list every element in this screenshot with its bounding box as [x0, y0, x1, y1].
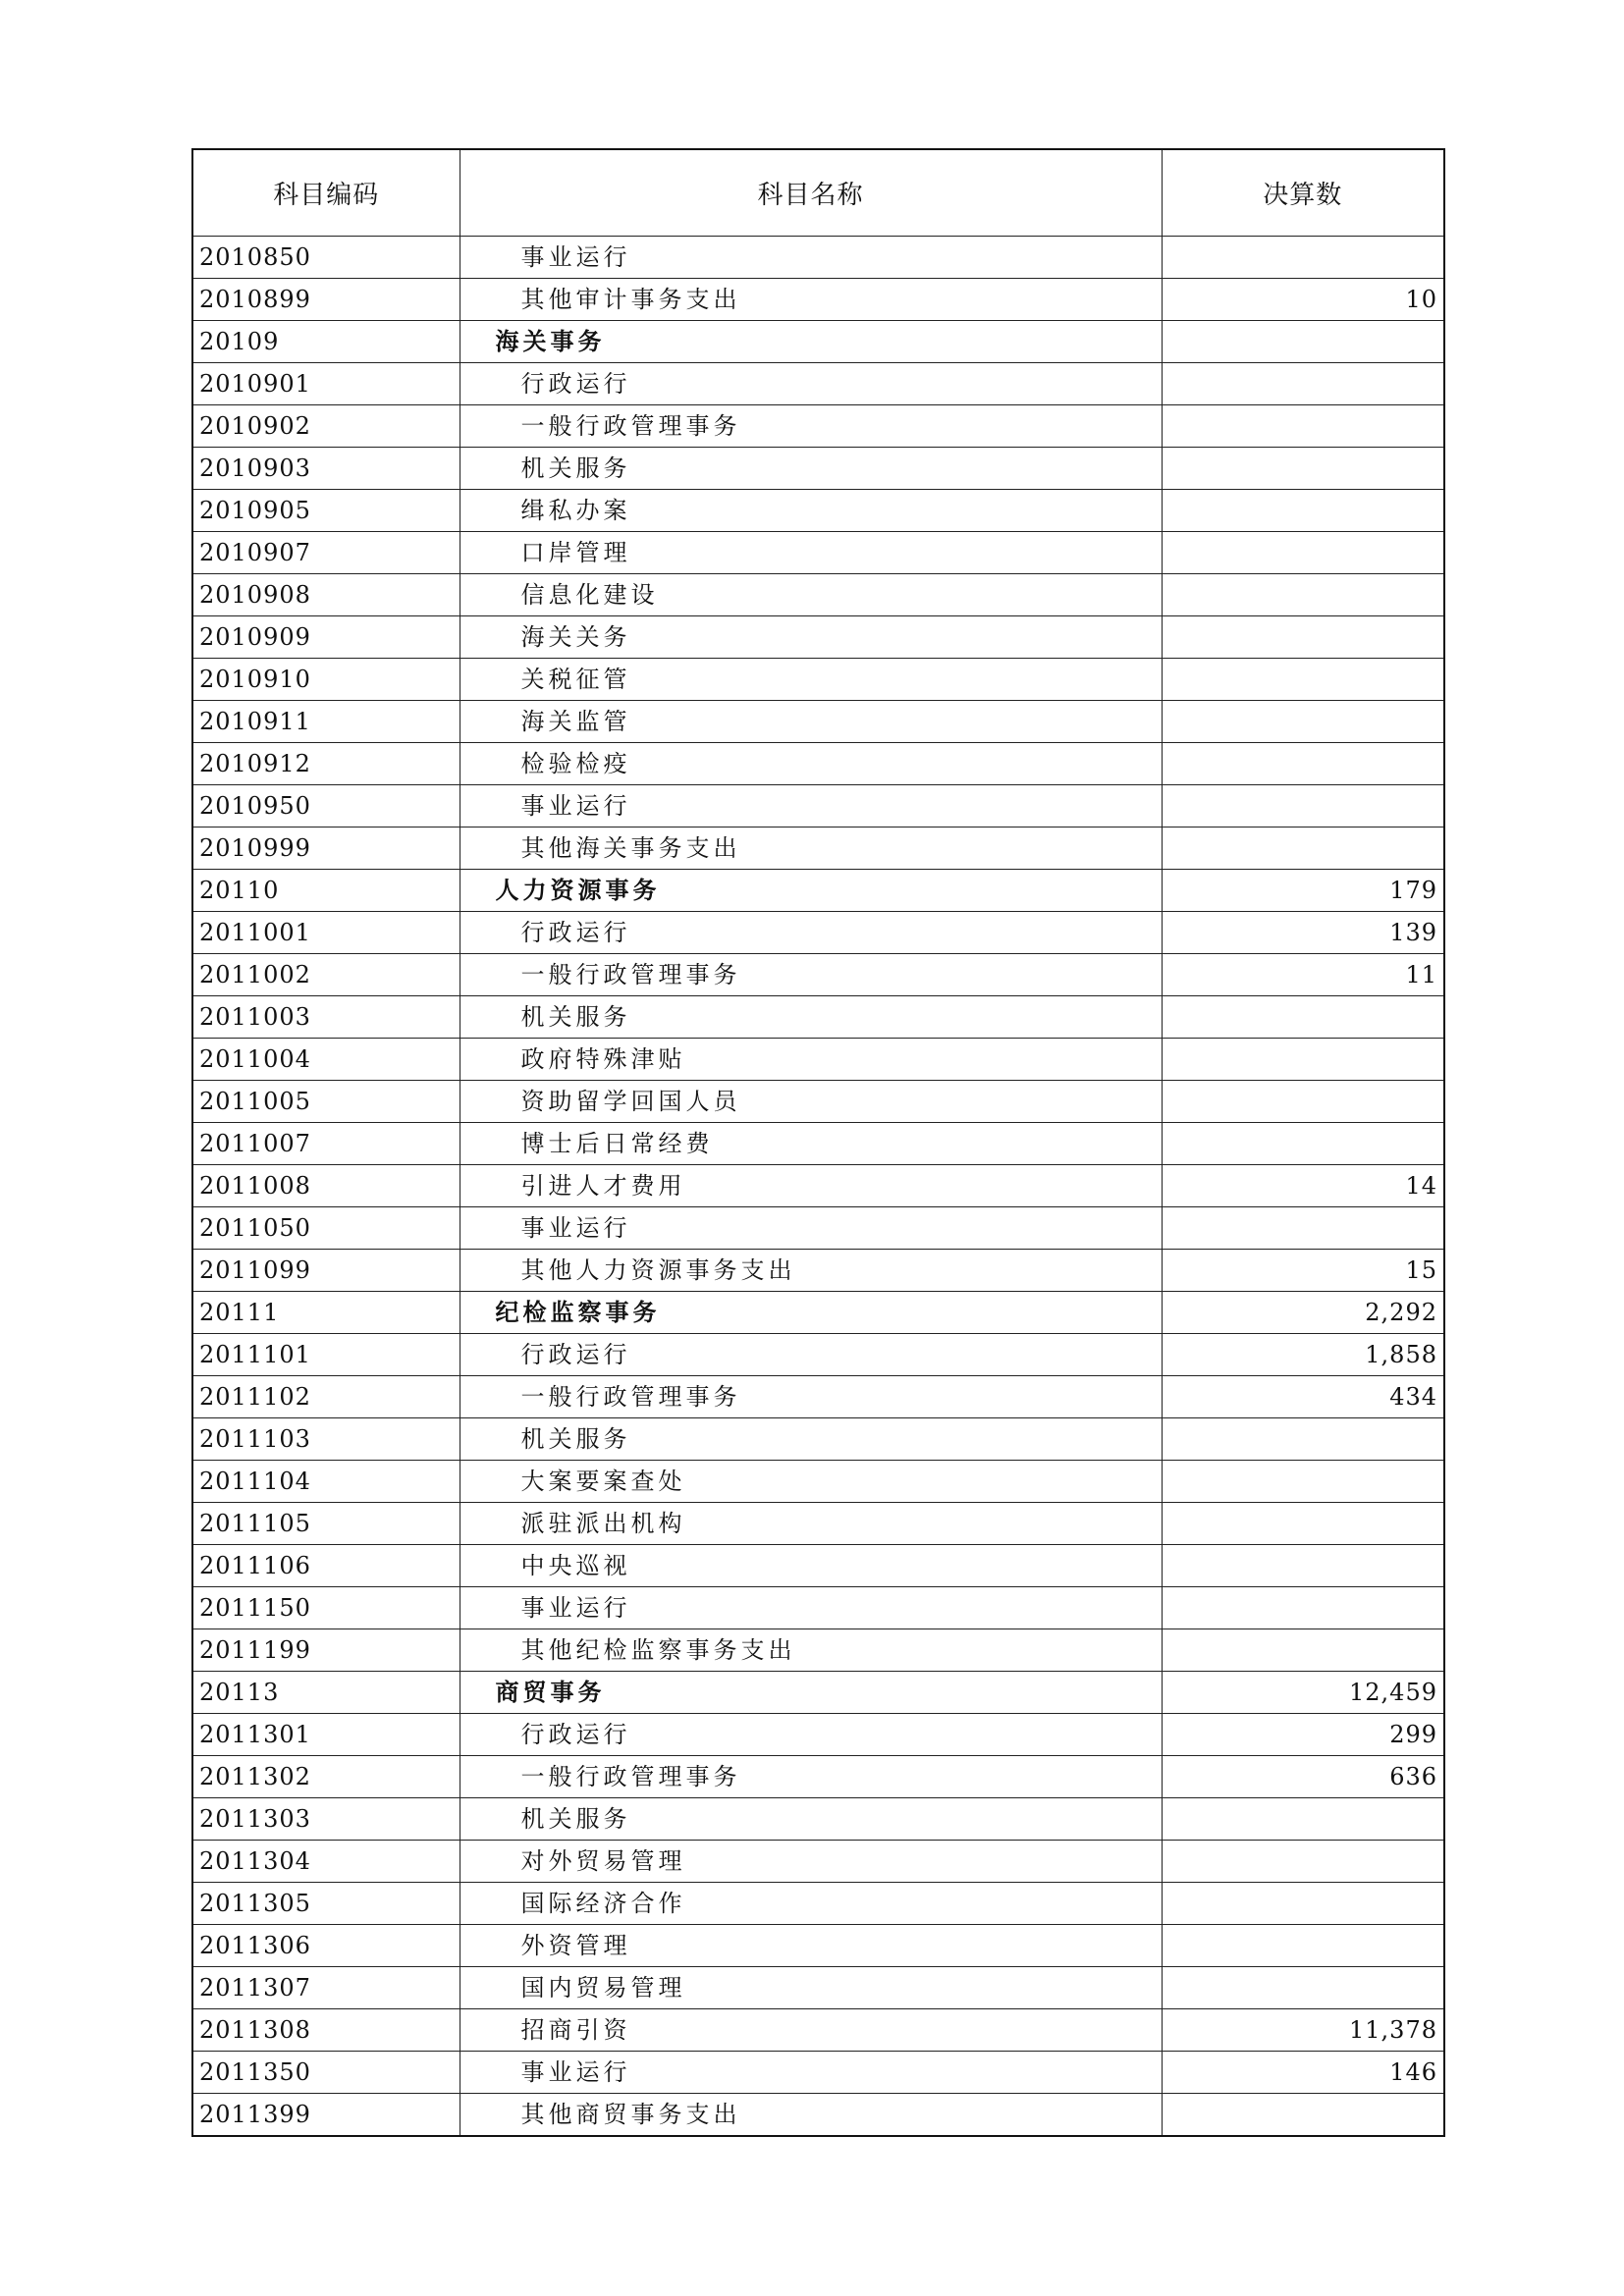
subject-code: 2011001 — [192, 912, 460, 954]
subject-name: 引进人才费用 — [460, 1165, 1162, 1207]
table-row — [192, 1883, 1444, 1925]
subject-code: 2011306 — [192, 1925, 460, 1967]
subject-name: 商贸事务 — [460, 1672, 1162, 1714]
table-row — [192, 1461, 1444, 1503]
subject-name: 缉私办案 — [460, 490, 1162, 532]
final-amount — [1162, 659, 1444, 701]
subject-name: 行政运行 — [460, 363, 1162, 405]
subject-name: 政府特殊津贴 — [460, 1039, 1162, 1081]
table-row — [192, 1629, 1444, 1672]
table-row — [192, 616, 1444, 659]
subject-code: 2011003 — [192, 996, 460, 1039]
subject-code: 2011350 — [192, 2052, 460, 2094]
final-amount — [1162, 574, 1444, 616]
subject-code: 2011105 — [192, 1503, 460, 1545]
subject-code: 20110 — [192, 870, 460, 912]
subject-name: 关税征管 — [460, 659, 1162, 701]
final-amount: 434 — [1162, 1376, 1444, 1418]
subject-name: 事业运行 — [460, 237, 1162, 279]
subject-name: 事业运行 — [460, 2052, 1162, 2094]
subject-name: 事业运行 — [460, 1207, 1162, 1250]
subject-code: 2010899 — [192, 279, 460, 321]
subject-code: 2010907 — [192, 532, 460, 574]
subject-name: 招商引资 — [460, 2009, 1162, 2052]
subject-name: 其他海关事务支出 — [460, 828, 1162, 870]
subject-code: 2010908 — [192, 574, 460, 616]
subject-code: 2011399 — [192, 2094, 460, 2136]
final-amount: 10 — [1162, 279, 1444, 321]
final-amount — [1162, 743, 1444, 785]
subject-name: 其他纪检监察事务支出 — [460, 1629, 1162, 1672]
final-amount — [1162, 321, 1444, 363]
subject-name: 事业运行 — [460, 1587, 1162, 1629]
subject-code: 2011150 — [192, 1587, 460, 1629]
subject-name: 机关服务 — [460, 448, 1162, 490]
subject-code: 20111 — [192, 1292, 460, 1334]
subject-code: 2011050 — [192, 1207, 460, 1250]
header-code: 科目编码 — [192, 149, 460, 237]
category-row — [192, 321, 1444, 363]
final-amount — [1162, 701, 1444, 743]
final-amount: 11 — [1162, 954, 1444, 996]
table-row — [192, 1207, 1444, 1250]
subject-code: 2010912 — [192, 743, 460, 785]
table-row — [192, 1841, 1444, 1883]
subject-name: 纪检监察事务 — [460, 1292, 1162, 1334]
subject-code: 2010903 — [192, 448, 460, 490]
final-amount — [1162, 1841, 1444, 1883]
subject-name: 行政运行 — [460, 912, 1162, 954]
subject-name: 大案要案查处 — [460, 1461, 1162, 1503]
subject-code: 2011304 — [192, 1841, 460, 1883]
table-row — [192, 1334, 1444, 1376]
subject-code: 2010902 — [192, 405, 460, 448]
table-row — [192, 828, 1444, 870]
final-amount — [1162, 405, 1444, 448]
subject-name: 事业运行 — [460, 785, 1162, 828]
table-row — [192, 2094, 1444, 2136]
subject-code: 2011302 — [192, 1756, 460, 1798]
final-amount: 146 — [1162, 2052, 1444, 2094]
subject-code: 2011106 — [192, 1545, 460, 1587]
subject-code: 2010910 — [192, 659, 460, 701]
subject-name: 检验检疫 — [460, 743, 1162, 785]
final-amount: 636 — [1162, 1756, 1444, 1798]
header-name: 科目名称 — [460, 149, 1162, 237]
subject-name: 海关事务 — [460, 321, 1162, 363]
subject-name: 人力资源事务 — [460, 870, 1162, 912]
final-amount — [1162, 1967, 1444, 2009]
table-row — [192, 363, 1444, 405]
final-amount — [1162, 2094, 1444, 2136]
subject-code: 2011004 — [192, 1039, 460, 1081]
final-amount: 2,292 — [1162, 1292, 1444, 1334]
final-amount — [1162, 1629, 1444, 1672]
subject-name: 机关服务 — [460, 1798, 1162, 1841]
final-amount — [1162, 1418, 1444, 1461]
table-row — [192, 743, 1444, 785]
final-amount: 15 — [1162, 1250, 1444, 1292]
header-amount: 决算数 — [1162, 149, 1444, 237]
subject-code: 2011104 — [192, 1461, 460, 1503]
table-row — [192, 1376, 1444, 1418]
table-row — [192, 1587, 1444, 1629]
subject-name: 海关监管 — [460, 701, 1162, 743]
table-row — [192, 1714, 1444, 1756]
final-amount — [1162, 1883, 1444, 1925]
final-amount: 179 — [1162, 870, 1444, 912]
subject-code: 2011101 — [192, 1334, 460, 1376]
table-row — [192, 1545, 1444, 1587]
final-amount — [1162, 490, 1444, 532]
subject-code: 2011099 — [192, 1250, 460, 1292]
subject-code: 2010950 — [192, 785, 460, 828]
subject-name: 对外贸易管理 — [460, 1841, 1162, 1883]
final-amount — [1162, 1207, 1444, 1250]
subject-name: 海关关务 — [460, 616, 1162, 659]
subject-name: 外资管理 — [460, 1925, 1162, 1967]
table-header — [192, 149, 1444, 237]
category-row — [192, 1292, 1444, 1334]
subject-name: 一般行政管理事务 — [460, 1756, 1162, 1798]
subject-name: 其他人力资源事务支出 — [460, 1250, 1162, 1292]
table-row — [192, 996, 1444, 1039]
final-amount — [1162, 532, 1444, 574]
table-row — [192, 532, 1444, 574]
subject-code: 2011103 — [192, 1418, 460, 1461]
final-amount — [1162, 1545, 1444, 1587]
subject-name: 国内贸易管理 — [460, 1967, 1162, 2009]
table-row — [192, 1798, 1444, 1841]
subject-name: 口岸管理 — [460, 532, 1162, 574]
final-amount — [1162, 363, 1444, 405]
final-amount — [1162, 1039, 1444, 1081]
table-row — [192, 2052, 1444, 2094]
table-row — [192, 1756, 1444, 1798]
budget-table — [191, 148, 1445, 2137]
subject-name: 一般行政管理事务 — [460, 1376, 1162, 1418]
table-row — [192, 237, 1444, 279]
subject-code: 2011301 — [192, 1714, 460, 1756]
header-row — [192, 149, 1444, 237]
subject-name: 行政运行 — [460, 1714, 1162, 1756]
subject-name: 派驻派出机构 — [460, 1503, 1162, 1545]
final-amount — [1162, 828, 1444, 870]
table-row — [192, 1081, 1444, 1123]
subject-code: 2011308 — [192, 2009, 460, 2052]
table-body — [192, 237, 1444, 2136]
final-amount — [1162, 1798, 1444, 1841]
table-row — [192, 1967, 1444, 2009]
subject-name: 一般行政管理事务 — [460, 405, 1162, 448]
final-amount: 139 — [1162, 912, 1444, 954]
final-amount — [1162, 1925, 1444, 1967]
subject-name: 机关服务 — [460, 1418, 1162, 1461]
final-amount — [1162, 1123, 1444, 1165]
final-amount: 14 — [1162, 1165, 1444, 1207]
subject-code: 2011307 — [192, 1967, 460, 2009]
subject-name: 中央巡视 — [460, 1545, 1162, 1587]
final-amount — [1162, 996, 1444, 1039]
subject-code: 2011199 — [192, 1629, 460, 1672]
final-amount: 299 — [1162, 1714, 1444, 1756]
subject-code: 2010911 — [192, 701, 460, 743]
subject-code: 2011303 — [192, 1798, 460, 1841]
final-amount — [1162, 1081, 1444, 1123]
subject-name: 一般行政管理事务 — [460, 954, 1162, 996]
final-amount — [1162, 448, 1444, 490]
final-amount: 11,378 — [1162, 2009, 1444, 2052]
subject-code: 2011002 — [192, 954, 460, 996]
table-row — [192, 279, 1444, 321]
subject-code: 20109 — [192, 321, 460, 363]
table-row — [192, 701, 1444, 743]
subject-code: 20113 — [192, 1672, 460, 1714]
subject-name: 国际经济合作 — [460, 1883, 1162, 1925]
table-row — [192, 912, 1444, 954]
subject-name: 行政运行 — [460, 1334, 1162, 1376]
table-row — [192, 1503, 1444, 1545]
subject-code: 2010901 — [192, 363, 460, 405]
subject-code: 2010909 — [192, 616, 460, 659]
final-amount — [1162, 1503, 1444, 1545]
subject-name: 其他审计事务支出 — [460, 279, 1162, 321]
final-amount — [1162, 1461, 1444, 1503]
subject-name: 博士后日常经费 — [460, 1123, 1162, 1165]
subject-code: 2011102 — [192, 1376, 460, 1418]
table-row — [192, 659, 1444, 701]
final-amount: 1,858 — [1162, 1334, 1444, 1376]
subject-code: 2011008 — [192, 1165, 460, 1207]
subject-name: 机关服务 — [460, 996, 1162, 1039]
table-row — [192, 405, 1444, 448]
subject-code: 2010850 — [192, 237, 460, 279]
subject-code: 2010999 — [192, 828, 460, 870]
final-amount: 12,459 — [1162, 1672, 1444, 1714]
table-row — [192, 785, 1444, 828]
subject-code: 2011007 — [192, 1123, 460, 1165]
table-row — [192, 1418, 1444, 1461]
table-row — [192, 1165, 1444, 1207]
table-row — [192, 574, 1444, 616]
table-row — [192, 448, 1444, 490]
subject-name: 信息化建设 — [460, 574, 1162, 616]
subject-name: 其他商贸事务支出 — [460, 2094, 1162, 2136]
table-row — [192, 1123, 1444, 1165]
final-amount — [1162, 785, 1444, 828]
final-amount — [1162, 1587, 1444, 1629]
table-row — [192, 954, 1444, 996]
table-row — [192, 1925, 1444, 1967]
subject-code: 2010905 — [192, 490, 460, 532]
category-row — [192, 870, 1444, 912]
final-amount — [1162, 237, 1444, 279]
table-row — [192, 490, 1444, 532]
final-amount — [1162, 616, 1444, 659]
table-row — [192, 1250, 1444, 1292]
subject-code: 2011005 — [192, 1081, 460, 1123]
subject-name: 资助留学回国人员 — [460, 1081, 1162, 1123]
table-row — [192, 2009, 1444, 2052]
subject-code: 2011305 — [192, 1883, 460, 1925]
table-row — [192, 1039, 1444, 1081]
category-row — [192, 1672, 1444, 1714]
